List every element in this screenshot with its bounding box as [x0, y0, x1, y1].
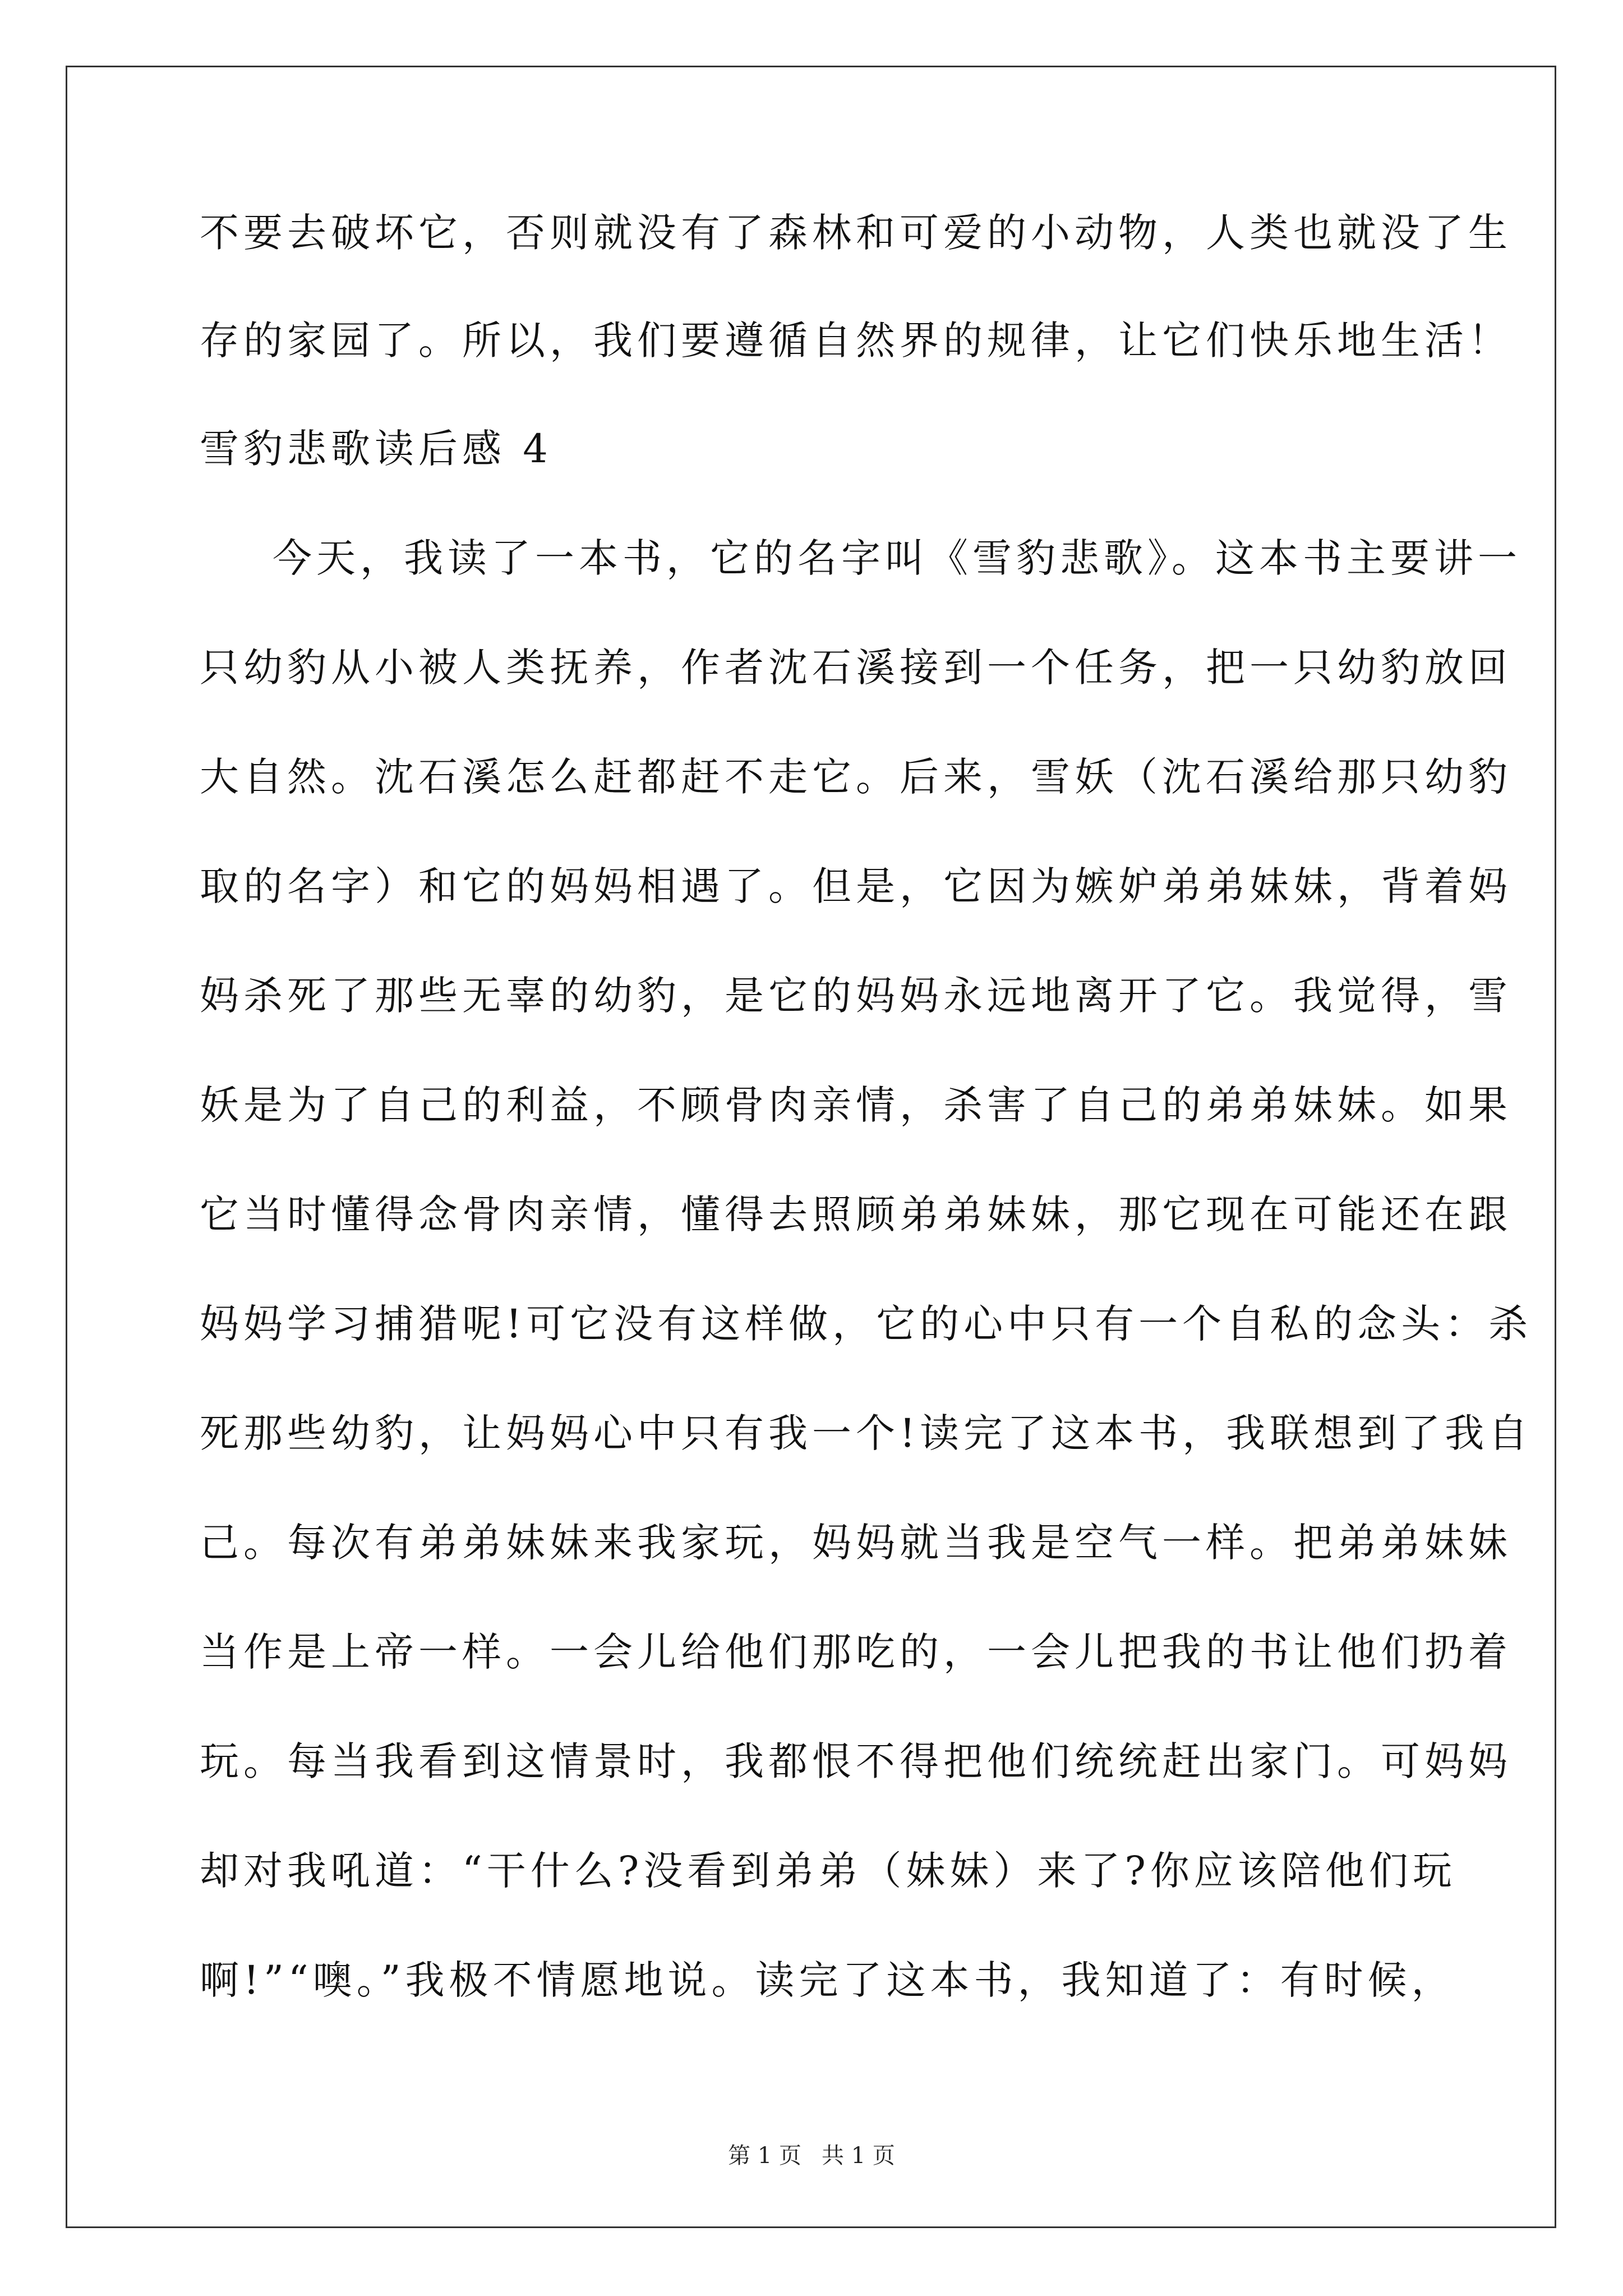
text-line: 妈杀死了那些无辜的幼豹，是它的妈妈永远地离开了它。我觉得，雪 [200, 973, 1512, 1019]
page-total: 共 1 页 [822, 2143, 895, 2169]
text-line: 存的家园了。所以，我们要遵循自然界的规律，让它们快乐地生活！ [200, 318, 1512, 364]
paragraph-first-line: 今天，我读了一本书，它的名字叫《雪豹悲歌》。这本书主要讲一 [273, 535, 1521, 581]
page-number: 第 1 页 [728, 2143, 801, 2169]
text-line: 妖是为了自己的利益，不顾骨肉亲情，杀害了自己的弟弟妹妹。如果 [200, 1082, 1512, 1128]
page-footer [0, 2142, 1623, 2170]
text-line: 死那些幼豹，让妈妈心中只有我一个!读完了这本书，我联想到了我自 [200, 1410, 1533, 1456]
text-line: 己。每次有弟弟妹妹来我家玩，妈妈就当我是空气一样。把弟弟妹妹 [200, 1520, 1512, 1566]
text-line: 取的名字）和它的妈妈相遇了。但是，它因为嫉妒弟弟妹妹，背着妈 [200, 863, 1512, 909]
section-heading: 雪豹悲歌读后感 4 [200, 426, 552, 472]
text-line: 却对我吼道：“干什么?没看到弟弟（妹妹）来了?你应该陪他们玩 [200, 1848, 1456, 1894]
text-line: 它当时懂得念骨肉亲情，懂得去照顾弟弟妹妹，那它现在可能还在跟 [200, 1191, 1512, 1237]
text-line: 妈妈学习捕猎呢!可它没有这样做，它的心中只有一个自私的念头：杀 [200, 1301, 1533, 1347]
page-border [66, 66, 1556, 2228]
text-line: 玩。每当我看到这情景时，我都恨不得把他们统统赶出家门。可妈妈 [200, 1738, 1512, 1784]
text-line: 大自然。沈石溪怎么赶都赶不走它。后来，雪妖（沈石溪给那只幼豹 [200, 754, 1512, 800]
text-line: 当作是上帝一样。一会儿给他们那吃的，一会儿把我的书让他们扔着 [200, 1629, 1512, 1675]
text-line: 啊!”“噢。”我极不情愿地说。读完了这本书，我知道了：有时候， [200, 1957, 1455, 2003]
text-line: 只幼豹从小被人类抚养，作者沈石溪接到一个任务，把一只幼豹放回 [200, 645, 1512, 691]
text-line: 不要去破坏它，否则就没有了森林和可爱的小动物，人类也就没了生 [200, 210, 1512, 256]
